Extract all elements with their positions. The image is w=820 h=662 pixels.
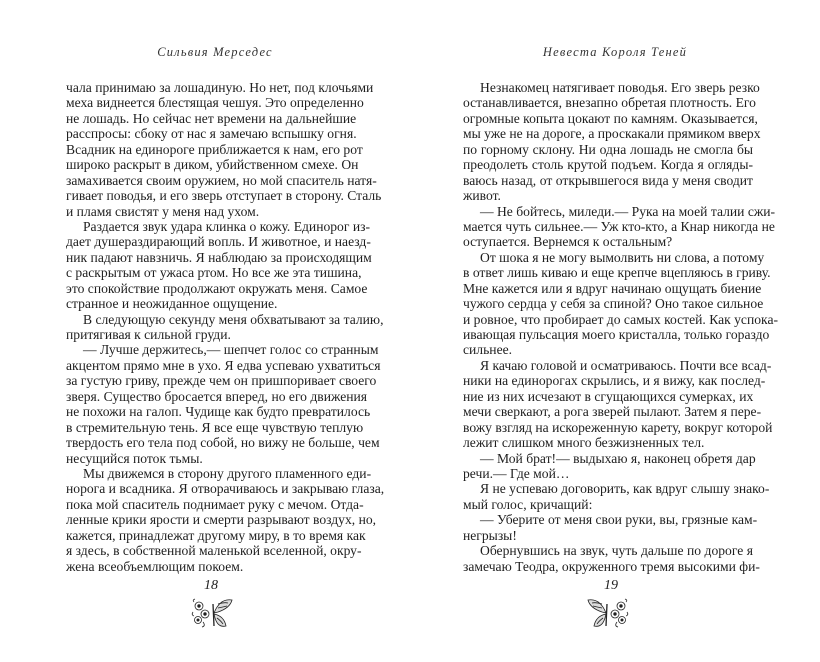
text-line: лежит слишком много безжизненных тел. bbox=[463, 435, 705, 451]
running-header-author: Сильвия Мерседес bbox=[157, 45, 273, 59]
text-line: ник падают навзничь. Я наблюдаю за происходящим bbox=[66, 249, 372, 265]
body-text bbox=[66, 80, 385, 574]
text-line: останавливается, внезапно обретая плотность. Его bbox=[463, 95, 756, 111]
right-page bbox=[410, 0, 820, 662]
text-line: Раздается звук удара клинка о кожу. Единорог из- bbox=[83, 218, 371, 234]
text-line: вожу взгляд на искореженную карету, вокруг которой bbox=[463, 419, 773, 435]
text-line: — Мой брат!— выдыхаю я, наконец обретя дар bbox=[480, 450, 756, 466]
text-line: Всадник на единороге приближается к нам, его рот bbox=[66, 141, 363, 157]
text-line: мечи сверкают, а рога зверей пылают. Затем я пере- bbox=[463, 404, 762, 420]
text-line: чужого сердца у себя за спиной? Оно такое сильное bbox=[463, 296, 764, 312]
text-line: в ответ лишь киваю и еще крепче вцепляюсь в гриву. bbox=[463, 265, 771, 281]
text-line: пока мой спаситель поднимает руку с мечом. Отда- bbox=[66, 496, 364, 512]
text-line: странное и неожиданное ощущение. bbox=[66, 296, 278, 312]
text-line: — Уберите от меня свои руки, вы, грязные кам- bbox=[480, 512, 758, 528]
text-line: норога и всадника. Я отворачиваюсь и закрываю глаза, bbox=[66, 481, 385, 497]
text-line: и пламя свистят у меня над ухом. bbox=[66, 203, 260, 219]
text-line: не лошадь. Но сейчас нет времени на дальнейшие bbox=[66, 110, 357, 126]
body-text bbox=[463, 80, 778, 574]
text-line: ваюсь назад, от открывшегося вида у меня сводит bbox=[463, 172, 753, 188]
text-line: сильнее. bbox=[463, 342, 513, 358]
text-line: за густую гриву, прежде чем он пришпоривает своего bbox=[66, 373, 377, 389]
text-line: твердость его тела под собой, но вижу не больше, чем bbox=[66, 435, 380, 451]
text-line: мается чуть сильнее.— Уж кто-кто, а Кнар никогда не bbox=[463, 218, 775, 234]
text-line: Я качаю головой и осматриваюсь. Почти все всад- bbox=[480, 357, 772, 373]
text-line: чала принимаю за лошадиную. Но нет, под клочьями bbox=[66, 80, 374, 95]
text-line: акцентом прямо мне в ухо. Я едва успеваю ухватиться bbox=[66, 357, 381, 373]
text-line: по горному склону. Ни одна лошадь не смогла бы bbox=[463, 141, 753, 157]
running-header-title: Невеста Короля Теней bbox=[542, 45, 688, 59]
text-line: и ровное, что пробирает до самых костей. Как успока- bbox=[463, 311, 778, 327]
text-line: кажется, принадлежат другому миру, в то время как bbox=[66, 527, 366, 543]
text-line: От шока я не могу вымолвить ни слова, а потому bbox=[480, 249, 765, 265]
text-line: я здесь, в собственной маленькой вселенной, окру- bbox=[66, 543, 362, 559]
text-line: гивает поводья, и его зверь отступает в сторону. Сталь bbox=[66, 188, 382, 204]
text-line: с раскрытым от ужаса ртом. Но все же эта тишина, bbox=[66, 265, 362, 281]
butterfly-flower-ornament-icon bbox=[586, 596, 630, 630]
text-line: расспросы: сбоку от нас я замечаю вспышку огня. bbox=[66, 126, 357, 142]
text-line: речи.— Где мой… bbox=[463, 465, 570, 481]
text-line: притягивая к сильной груди. bbox=[66, 327, 231, 342]
text-line: замахивается своим оружием, но мой спаситель натя- bbox=[66, 172, 377, 188]
text-line: ленные крики ярости и смерти разрывают воздух, но, bbox=[66, 512, 377, 528]
page-number: 18 bbox=[204, 578, 218, 593]
text-line: ники на единорогах скрылись, и я вижу, как послед- bbox=[463, 373, 766, 389]
text-line: — Не бойтесь, миледи.— Рука на моей талии сжи- bbox=[480, 203, 776, 219]
text-line: меха виднеется блестящая чешуя. Это определенно bbox=[66, 95, 364, 111]
text-line: огромные копыта цокают по камням. Оказывается, bbox=[463, 110, 758, 126]
text-line: не похожи на галоп. Чудище как будто превратилось bbox=[66, 404, 371, 420]
text-line: оступается. Вернемся к остальным? bbox=[463, 234, 673, 250]
text-line: мы уже не на дороге, а проскакали прямиком вверх bbox=[463, 126, 761, 142]
text-line: несущийся поток тьмы. bbox=[66, 450, 203, 466]
text-line: ивающая пульсация моего кристалла, только гораздо bbox=[463, 327, 770, 342]
butterfly-flower-ornament-icon bbox=[190, 596, 234, 630]
text-line: ние из них исчезают в сгущающихся сумерках, их bbox=[463, 388, 754, 404]
text-line: зверя. Существо бросается вперед, но его движения bbox=[66, 388, 368, 404]
text-line: Мне кажется или я вдруг начинаю ощущать биение bbox=[463, 280, 762, 296]
text-line: Незнакомец натягивает поводья. Его зверь резко bbox=[480, 80, 760, 95]
text-line: живот. bbox=[463, 188, 501, 204]
text-line: это спокойствие продолжают окружать меня. Самое bbox=[66, 280, 368, 296]
text-line: мый голос, кричащий: bbox=[463, 496, 593, 512]
text-line: преодолеть столь крутой подъем. Когда я огляды- bbox=[463, 157, 753, 173]
text-line: — Лучше держитесь,— шепчет голос со странным bbox=[83, 342, 379, 358]
text-line: жена всеобъемлющим покоем. bbox=[66, 558, 244, 574]
text-line: замечаю Теодра, окруженного тремя высокими фи- bbox=[463, 558, 760, 574]
text-line: широко раскрыт в диком, убийственном смехе. Он bbox=[66, 157, 359, 173]
text-line: дает душераздирающий вопль. И животное, и наезд- bbox=[66, 234, 371, 250]
text-line: Обернувшись на звук, чуть дальше по дороге я bbox=[480, 543, 753, 559]
text-line: в стремительную тень. Я все еще чувствую теплую bbox=[66, 419, 364, 435]
text-line: Я не успеваю договорить, как вдруг слышу знако- bbox=[480, 481, 770, 497]
text-line: В следующую секунду меня обхватывают за талию, bbox=[83, 311, 384, 327]
text-line: негрызы! bbox=[463, 527, 517, 543]
page-number: 19 bbox=[604, 578, 618, 593]
text-line: Мы движемся в сторону другого пламенного еди- bbox=[83, 465, 372, 481]
